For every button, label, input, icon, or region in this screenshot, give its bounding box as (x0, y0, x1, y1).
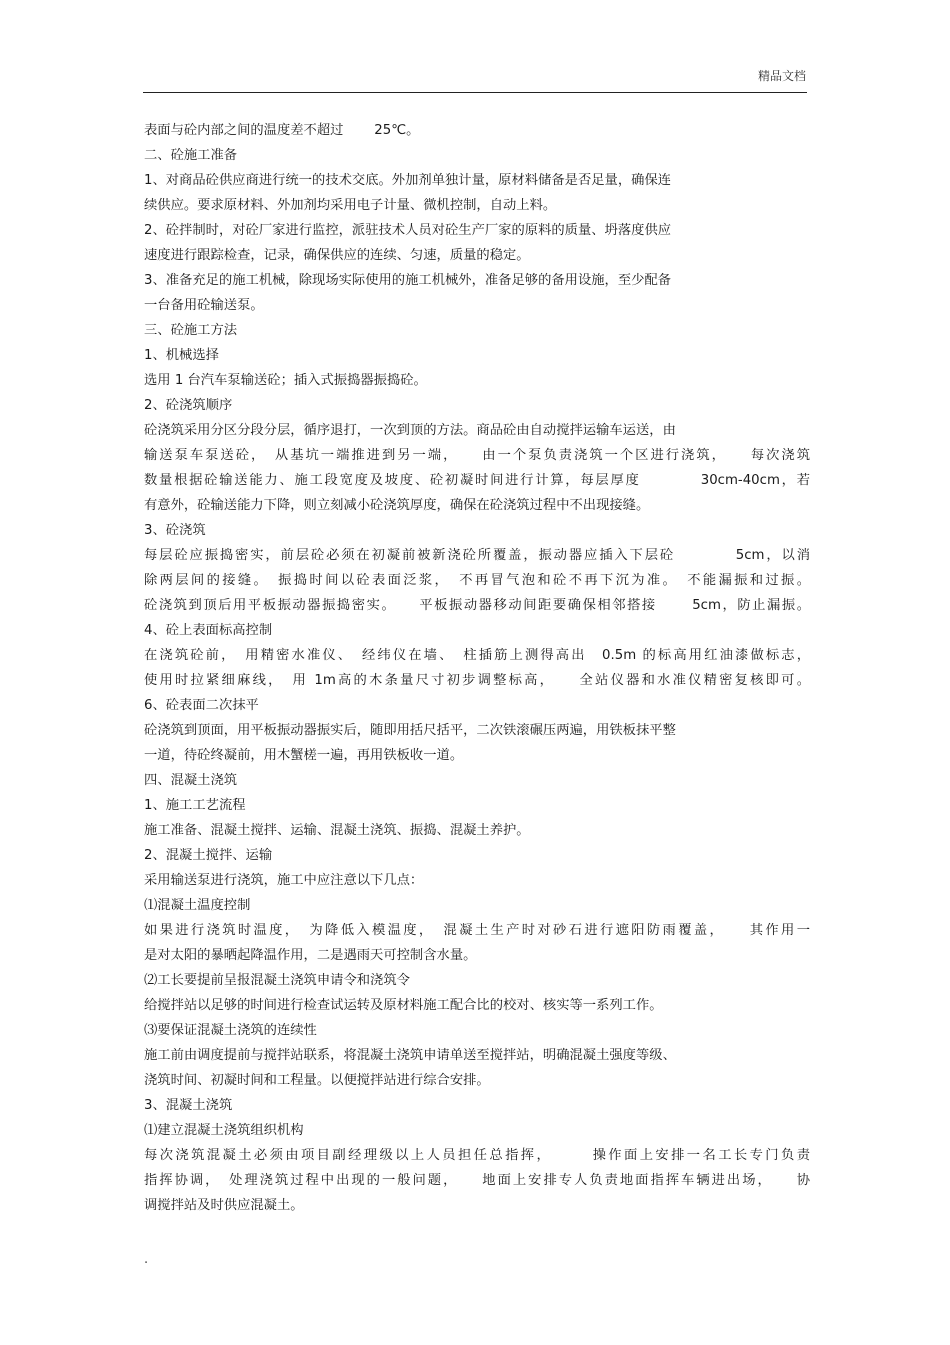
text-line: 一道，待砼终凝前，用木蟹槎一遍，再用铁板收一道。 (144, 748, 464, 763)
text-line: 每层砼应振捣密实，前层砼必须在初凝前被新浇砼所覆盖，振动器应插入下层砼 5cm，以消 (144, 548, 810, 563)
text-line: 在浇筑砼前， 用精密水准仪、 经纬仪在墙、 柱插筋上测得高出 0.5m 的标高用红油漆做标志， (144, 648, 810, 663)
text-line: 施工准备、混凝土搅拌、运输、混凝土浇筑、振捣、混凝土养护。 (144, 823, 530, 838)
text-line: 砼浇筑到顶面，用平板振动器振实后，随即用括尺括平，二次铁滚碾压两遍，用铁板抹平整 (144, 723, 676, 738)
text-line: 二、砼施工准备 (144, 148, 238, 163)
text-line: 选用 1 台汽车泵输送砼；插入式振捣器振捣砼。 (144, 373, 427, 388)
text-line: 使用时拉紧细麻线， 用 1m高的木条量尺寸初步调整标高， 全站仪器和水准仪精密复核即可。 (144, 673, 810, 688)
text-line: ⑵工长要提前呈报混凝土浇筑申请令和浇筑令 (144, 973, 410, 988)
footer-mark: . (144, 1252, 149, 1267)
text-line: 输送泵车泵送砼， 从基坑一端推进到另一端， 由一个泵负责浇筑一个区进行浇筑， 每次浇筑 (144, 448, 810, 463)
text-line: 3、混凝土浇筑 (144, 1098, 233, 1113)
text-line: 施工前由调度提前与搅拌站联系，将混凝土浇筑申请单送至搅拌站，明确混凝土强度等级、 (144, 1048, 676, 1063)
body-text (144, 118, 810, 1218)
text-line: 给搅拌站以足够的时间进行检查试运转及原材料施工配合比的校对、核实等一系列工作。 (144, 998, 663, 1013)
text-line: 3、准备充足的施工机械，除现场实际使用的施工机械外，准备足够的备用设施，至少配备 (144, 273, 672, 288)
text-line: 砼浇筑采用分区分段分层，循序退打，一次到顶的方法。商品砼由自动搅拌运输车运送，由 (144, 423, 676, 438)
text-line: 数量根据砼输送能力、施工段宽度及坡度、砼初凝时间进行计算，每层厚度 30cm-40cm，若 (144, 473, 810, 488)
text-line: 采用输送泵进行浇筑，施工中应注意以下几点： (144, 873, 424, 888)
header-label: 精品文档 (757, 69, 806, 83)
text-line: ⑶要保证混凝土浇筑的连续性 (144, 1023, 317, 1038)
text-line: 调搅拌站及时供应混凝土。 (144, 1198, 304, 1213)
text-line: ⑴建立混凝土浇筑组织机构 (144, 1123, 304, 1138)
text-line: 一台备用砼输送泵。 (144, 298, 264, 313)
text-line: 是对太阳的暴晒起降温作用，二是遇雨天可控制含水量。 (144, 948, 477, 963)
text-line: 如果进行浇筑时温度， 为降低入模温度， 混凝土生产时对砂石进行遮阳防雨覆盖， 其作用一 (144, 923, 810, 938)
text-line: 四、混凝土浇筑 (144, 773, 238, 788)
text-line: 续供应。要求原材料、外加剂均采用电子计量、微机控制，自动上料。 (144, 198, 557, 213)
text-line: 1、施工工艺流程 (144, 798, 246, 813)
text-line: 4、砼上表面标高控制 (144, 623, 273, 638)
text-line: 浇筑时间、初凝时间和工程量。以便搅拌站进行综合安排。 (144, 1073, 490, 1088)
text-line: 3、砼浇筑 (144, 523, 206, 538)
text-line: 有意外，砼输送能力下降，则立刻减小砼浇筑厚度，确保在砼浇筑过程中不出现接缝。 (144, 498, 650, 513)
text-line: 三、砼施工方法 (144, 323, 238, 338)
text-line: 2、混凝土搅拌、运输 (144, 848, 273, 863)
text-line: 6、砼表面二次抹平 (144, 698, 259, 713)
text-line: 2、砼浇筑顺序 (144, 398, 233, 413)
text-line: 1、机械选择 (144, 348, 219, 363)
text-line: 1、对商品砼供应商进行统一的技术交底。外加剂单独计量，原材料储备是否足量，确保连 (144, 173, 672, 188)
header-divider (143, 92, 807, 93)
text-line: 砼浇筑到顶后用平板振动器振捣密实。 平板振动器移动间距要确保相邻搭接 5cm，防止漏振。 (144, 598, 810, 613)
text-line: 指挥协调， 处理浇筑过程中出现的一般问题， 地面上安排专人负责地面指挥车辆进出场， 协 (144, 1173, 810, 1188)
text-line: 每次浇筑混凝土必须由项目副经理级以上人员担任总指挥， 操作面上安排一名工长专门负责 (144, 1148, 810, 1163)
text-line: 2、砼拌制时，对砼厂家进行监控，派驻技术人员对砼生产厂家的原料的质量、坍落度供应 (144, 223, 672, 238)
text-line: 速度进行跟踪检查，记录，确保供应的连续、匀速，质量的稳定。 (144, 248, 530, 263)
text-line: 表面与砼内部之间的温度差不超过 25℃。 (144, 123, 420, 138)
text-line: ⑴混凝土温度控制 (144, 898, 251, 913)
text-line: 除两层间的接缝。 振捣时间以砼表面泛浆， 不再冒气泡和砼不再下沉为准。 不能漏振和过振。 (144, 573, 810, 588)
